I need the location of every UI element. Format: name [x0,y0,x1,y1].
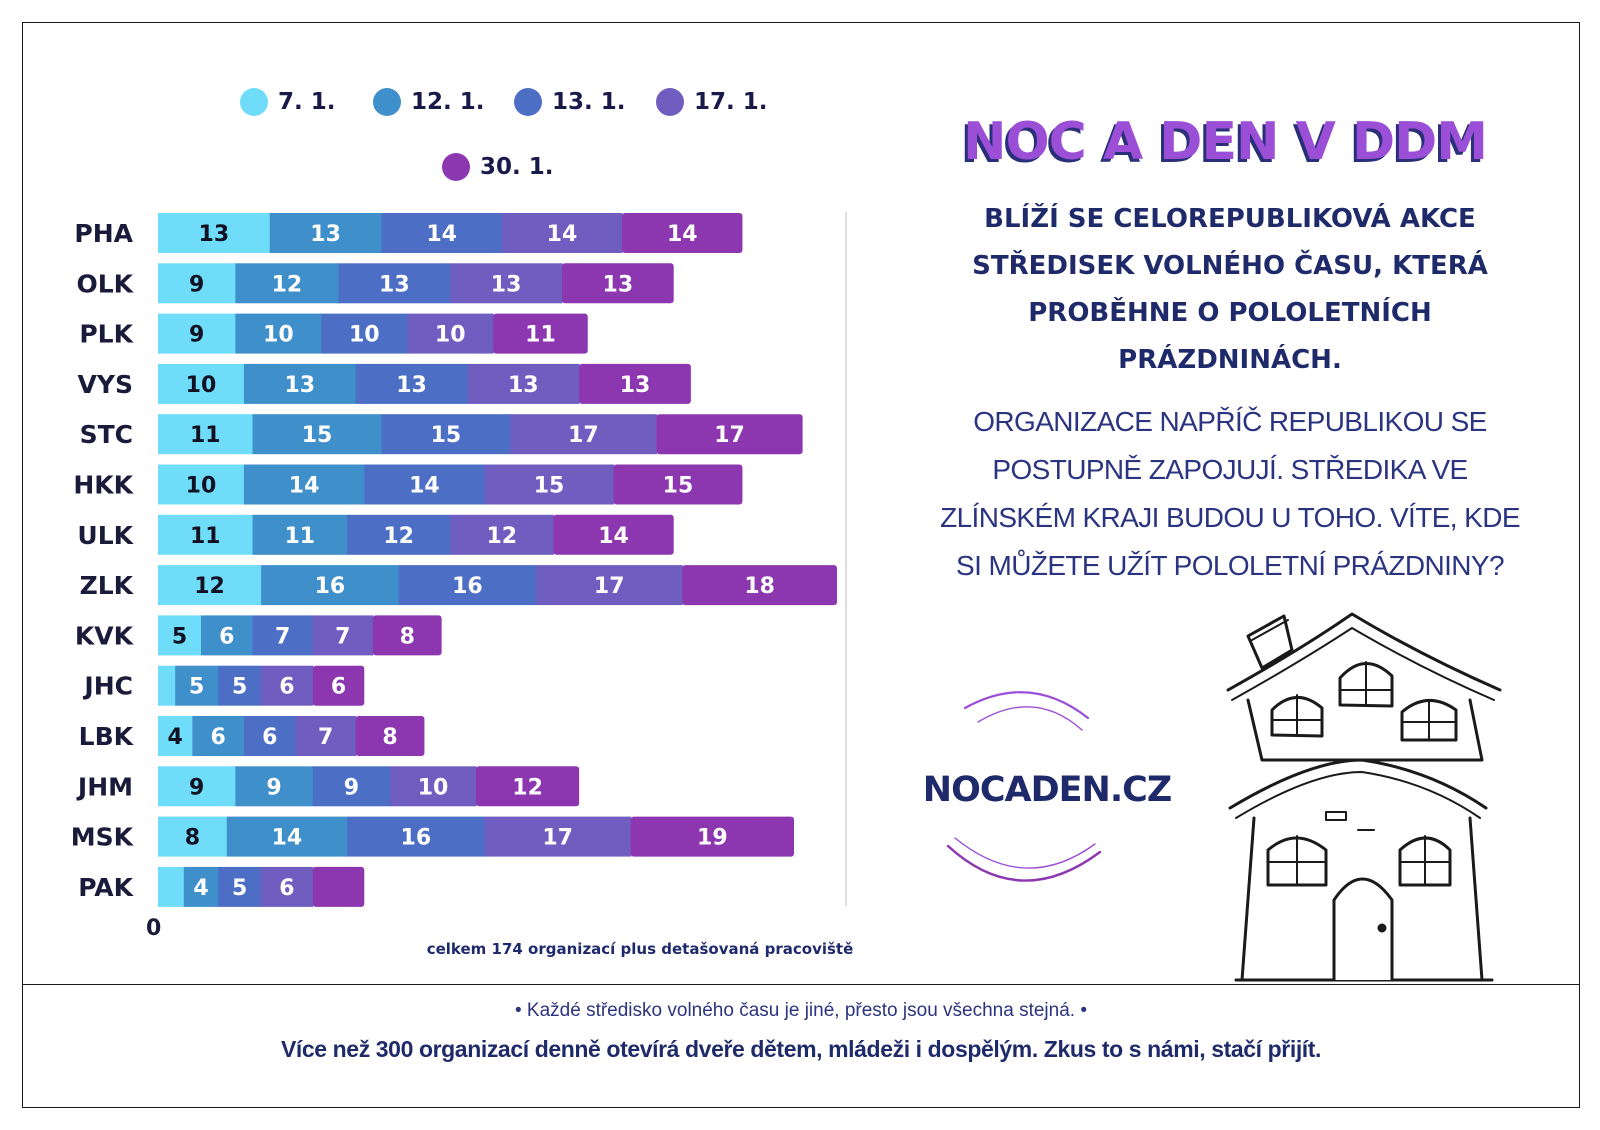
data-label-kvk-series-3: 7 [274,624,291,650]
data-label-jhm-series-2: 9 [266,775,282,801]
data-label-zlk-series-1: 12 [194,574,225,600]
data-label-vys-series-1: 10 [185,372,217,398]
data-label-stc-series-4: 17 [568,423,599,449]
data-label-msk-series-2: 14 [271,825,303,851]
data-label-ulk-series-5: 14 [598,523,629,549]
data-label-plk-series-4: 10 [434,322,466,348]
row-label-plk: PLK [79,319,133,349]
data-label-hkk-series-1: 10 [185,473,217,499]
data-label-kvk-series-5: 8 [399,624,415,650]
data-label-pak-series-4: 6 [279,875,295,901]
row-label-msk: MSK [70,822,133,852]
data-label-zlk-series-4: 17 [593,574,625,600]
data-label-hkk-series-5: 15 [662,473,694,499]
data-label-stc-series-1: 11 [189,423,221,449]
row-label-olk: OLK [76,269,133,299]
legend-label: 17. 1. [694,89,768,115]
data-label-kvk-series-4: 7 [335,624,351,650]
data-label-lbk-series-2: 6 [210,725,226,750]
row-label-jhm: JHM [77,772,133,802]
lead-line: BLÍŽÍ SE CELOREPUBLIKOVÁ AKCE [984,204,1476,234]
data-label-msk-series-5: 19 [697,825,728,851]
legend-label: 12. 1. [411,89,485,115]
data-label-vys-series-2: 13 [284,372,316,398]
data-label-kvk-series-1: 5 [171,624,188,650]
footer-divider [22,984,1580,985]
data-label-pha-series-3: 14 [426,222,457,247]
row-label-kvk: KVK [74,621,133,651]
data-label-lbk-series-5: 8 [382,725,398,750]
data-label-lbk-series-1: 4 [167,725,183,750]
row-label-vys: VYS [77,369,133,399]
body-line: SI MŮŽETE UŽÍT POLOLETNÍ PRÁZDNINY? [956,550,1504,581]
lead-text [950,196,1510,384]
row-label-jhc: JHC [84,671,133,701]
data-label-ulk-series-2: 11 [284,523,316,549]
data-label-stc-series-2: 15 [301,423,333,449]
lead-line: STŘEDISEK VOLNÉHO ČASU, KTERÁ [972,251,1488,281]
legend-label: 30. 1. [480,154,554,180]
data-label-olk-series-3: 13 [379,272,410,298]
house-illustration [1228,614,1500,980]
data-label-olk-series-2: 12 [271,272,303,298]
data-label-vys-series-5: 13 [619,372,651,398]
footer-tagline: • Každé středisko volného času je jiné, přesto jsou všechna stejná. • [514,1000,1087,1021]
data-label-ulk-series-4: 12 [486,523,518,549]
row-label-stc: STC [79,420,133,450]
body-line: ZLÍNSKÉM KRAJI BUDOU U TOHO. VÍTE, KDE [940,502,1520,533]
data-label-hkk-series-4: 15 [533,473,565,499]
website-link[interactable]: NOCADEN.CZ [922,770,1172,810]
lead-line: PRÁZDNINÁCH. [1118,345,1342,375]
footer-message: Více než 300 organizací denně otevírá dveře dětem, mládeži i dospělým. Zkus to s námi, stačí přijít. [280,1036,1322,1062]
data-label-msk-series-1: 8 [184,825,201,851]
legend-label: 7. 1. [278,89,336,115]
data-label-olk-series-1: 9 [189,272,205,298]
data-label-pha-series-5: 14 [666,222,698,247]
data-label-jhc-series-3: 5 [231,674,248,700]
data-label-ulk-series-3: 12 [383,523,414,549]
row-label-lbk: LBK [78,722,133,751]
data-label-jhm-series-4: 10 [417,775,449,801]
x-axis-tick: 0 [146,916,162,941]
data-label-pak-series-2: 4 [193,875,209,901]
data-label-jhm-series-5: 12 [512,775,543,801]
data-label-pha-series-2: 13 [310,222,341,247]
data-label-zlk-series-3: 16 [452,574,483,600]
body-line: POSTUPNĚ ZAPOJUJÍ. STŘEDIKA VE [992,454,1468,485]
data-label-olk-series-4: 13 [490,272,522,298]
row-label-ulk: ULK [77,520,133,550]
bar-group [71,213,837,907]
legend-label: 13. 1. [552,89,626,115]
data-label-vys-series-4: 13 [507,372,539,398]
data-label-stc-series-3: 15 [430,423,462,449]
row-label-pak: PAK [78,872,133,902]
data-label-jhm-series-3: 9 [343,775,360,801]
data-label-hkk-series-2: 14 [288,473,320,499]
data-label-pha-series-1: 13 [198,222,230,247]
data-label-msk-series-3: 16 [400,825,432,851]
data-label-jhc-series-2: 5 [189,674,205,700]
data-label-vys-series-3: 13 [396,372,427,398]
data-label-stc-series-5: 17 [714,423,745,449]
data-label-jhc-series-5: 6 [330,674,347,700]
body-line: ORGANIZACE NAPŘÍČ REPUBLIKOU SE [973,406,1487,437]
data-label-lbk-series-4: 7 [317,725,334,750]
data-label-olk-series-5: 13 [602,272,634,298]
data-label-pak-series-3: 5 [231,875,248,901]
row-label-zlk: ZLK [79,571,133,601]
data-label-lbk-series-3: 6 [262,725,278,750]
lead-line: PROBĚHNE O POLOLETNÍCH [1028,298,1432,328]
data-label-hkk-series-3: 14 [409,473,440,499]
body-text [930,398,1530,590]
data-label-jhm-series-1: 9 [189,775,205,801]
data-label-zlk-series-5: 18 [744,574,775,600]
data-label-msk-series-4: 17 [542,825,573,851]
bar-pak-series-5 [313,867,365,907]
bar-pak-series-1 [158,867,184,907]
data-label-plk-series-2: 10 [263,322,294,348]
data-label-zlk-series-2: 16 [314,574,346,600]
data-label-jhc-series-4: 6 [279,674,295,700]
data-label-plk-series-1: 9 [189,322,205,348]
poster-title: NOC A DEN V DDM [962,112,1488,172]
data-label-pha-series-4: 14 [546,222,578,247]
data-label-plk-series-3: 10 [348,322,380,348]
row-label-hkk: HKK [73,470,133,500]
bar-jhc-series-1 [158,666,176,706]
data-label-ulk-series-1: 11 [189,523,221,549]
data-label-kvk-series-2: 6 [219,624,235,650]
row-label-pha: PHA [74,219,133,248]
data-label-plk-series-5: 11 [525,322,556,348]
chart-note: celkem 174 organizací plus detašovaná pracoviště [426,940,854,958]
